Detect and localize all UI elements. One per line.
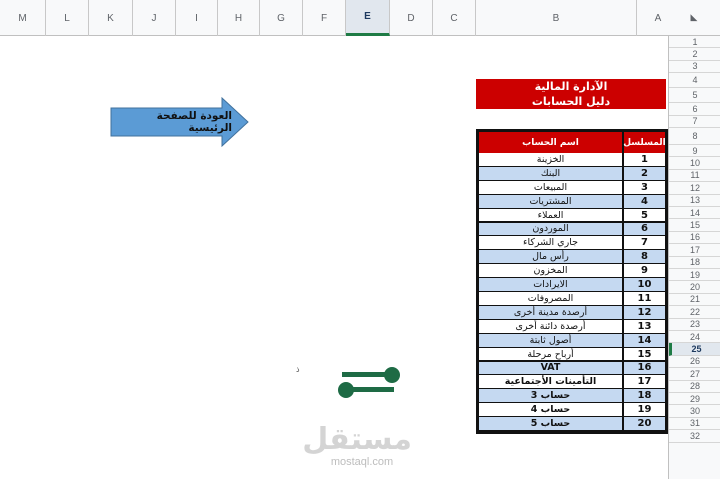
account-number-cell[interactable]: 1 xyxy=(624,153,665,166)
row-header-20[interactable]: 20 xyxy=(669,281,720,293)
row-header-13[interactable]: 13 xyxy=(669,195,720,207)
account-name-cell[interactable]: الايرادات xyxy=(479,278,624,291)
row-header-32[interactable]: 32 xyxy=(669,430,720,442)
table-row[interactable] xyxy=(479,306,665,319)
account-number-cell[interactable]: 9 xyxy=(624,264,665,277)
account-name-cell[interactable]: رأس مال xyxy=(479,250,624,263)
row-header-bar xyxy=(668,36,720,479)
watermark-url: mostaql.com xyxy=(330,456,394,468)
table-row[interactable] xyxy=(479,153,665,166)
account-number-cell[interactable]: 17 xyxy=(624,375,665,388)
account-name-cell[interactable]: VAT xyxy=(479,362,624,375)
row-header-30[interactable]: 30 xyxy=(669,405,720,417)
column-header-m[interactable]: M xyxy=(0,0,46,36)
column-header-e[interactable]: E xyxy=(346,0,390,36)
column-header-b[interactable]: B xyxy=(476,0,637,36)
row-header-9[interactable]: 9 xyxy=(669,145,720,157)
account-number-cell[interactable]: 8 xyxy=(624,250,665,263)
table-header-row xyxy=(479,132,665,153)
account-number-cell[interactable]: 4 xyxy=(624,195,665,208)
row-header-25[interactable]: 25 xyxy=(669,343,720,355)
account-name-cell[interactable]: المخزون xyxy=(479,264,624,277)
column-header-d[interactable]: D xyxy=(390,0,433,36)
row-header-7[interactable]: 7 xyxy=(669,116,720,128)
table-row[interactable] xyxy=(479,209,665,222)
header-serial: المسلسل xyxy=(624,132,665,153)
row-header-3[interactable]: 3 xyxy=(669,61,720,73)
account-number-cell[interactable]: 16 xyxy=(624,362,665,375)
row-header-12[interactable]: 12 xyxy=(669,182,720,194)
row-header-16[interactable]: 16 xyxy=(669,232,720,244)
account-number-cell[interactable]: 20 xyxy=(624,417,665,430)
row-header-18[interactable]: 18 xyxy=(669,257,720,269)
column-header-f[interactable]: F xyxy=(303,0,346,36)
table-row[interactable] xyxy=(479,320,665,333)
row-header-17[interactable]: 17 xyxy=(669,244,720,256)
table-row[interactable] xyxy=(479,195,665,208)
column-header-bar xyxy=(0,0,720,36)
row-header-21[interactable]: 21 xyxy=(669,294,720,306)
table-row[interactable] xyxy=(479,292,665,305)
row-header-1[interactable]: 1 xyxy=(669,36,720,48)
select-all-corner[interactable]: ◣ xyxy=(668,0,720,36)
account-name-cell[interactable]: حساب 5 xyxy=(479,417,624,430)
table-row[interactable] xyxy=(479,362,665,375)
account-name-cell[interactable]: المشتريات xyxy=(479,195,624,208)
account-number-cell[interactable]: 10 xyxy=(624,278,665,291)
row-header-22[interactable]: 22 xyxy=(669,306,720,318)
back-to-home-button[interactable] xyxy=(110,97,250,147)
title-line-1: الآدارة المالية xyxy=(476,79,666,94)
column-header-c[interactable]: C xyxy=(433,0,476,36)
column-header-k[interactable]: K xyxy=(89,0,133,36)
mostaql-logo-icon xyxy=(312,366,412,426)
account-number-cell[interactable]: 14 xyxy=(624,334,665,347)
account-name-cell[interactable]: المبيعات xyxy=(479,181,624,194)
account-number-cell[interactable]: 12 xyxy=(624,306,665,319)
account-number-cell[interactable]: 13 xyxy=(624,320,665,333)
row-header-5[interactable]: 5 xyxy=(669,88,720,103)
row-header-6[interactable]: 6 xyxy=(669,103,720,115)
row-header-27[interactable]: 27 xyxy=(669,368,720,380)
account-name-cell[interactable]: البنك xyxy=(479,167,624,180)
row-header-19[interactable]: 19 xyxy=(669,269,720,281)
table-row[interactable] xyxy=(479,167,665,180)
account-number-cell[interactable]: 3 xyxy=(624,181,665,194)
account-number-cell[interactable]: 19 xyxy=(624,403,665,416)
row-header-29[interactable]: 29 xyxy=(669,393,720,405)
account-name-cell[interactable]: أصول ثابتة xyxy=(479,334,624,347)
account-number-cell[interactable]: 2 xyxy=(624,167,665,180)
watermark-text: مستقل xyxy=(302,422,412,457)
account-number-cell[interactable]: 11 xyxy=(624,292,665,305)
table-row[interactable] xyxy=(479,417,665,430)
table-row[interactable] xyxy=(479,250,665,263)
row-header-28[interactable]: 28 xyxy=(669,381,720,393)
accounts-table xyxy=(476,129,668,434)
title-line-2: دليل الحسابات xyxy=(476,94,666,109)
account-number-cell[interactable]: 5 xyxy=(624,209,665,222)
table-row[interactable] xyxy=(479,389,665,402)
column-header-i[interactable]: I xyxy=(176,0,218,36)
account-number-cell[interactable]: 7 xyxy=(624,236,665,249)
table-row[interactable] xyxy=(479,223,665,236)
account-number-cell[interactable]: 6 xyxy=(624,223,665,236)
row-header-31[interactable]: 31 xyxy=(669,418,720,430)
account-name-cell[interactable]: جاري الشركاء xyxy=(479,236,624,249)
table-row[interactable] xyxy=(479,181,665,194)
stray-character: ذ xyxy=(296,365,300,374)
account-name-cell[interactable]: التأمينات الأجتماعية xyxy=(479,375,624,388)
account-number-cell[interactable]: 18 xyxy=(624,389,665,402)
header-account-name: اسم الحساب xyxy=(479,132,624,153)
account-name-cell[interactable]: العملاء xyxy=(479,209,624,222)
row-header-26[interactable]: 26 xyxy=(669,356,720,368)
account-name-cell[interactable]: أرصدة دائنة أخرى xyxy=(479,320,624,333)
row-header-2[interactable]: 2 xyxy=(669,48,720,60)
table-row[interactable] xyxy=(479,375,665,388)
account-name-cell[interactable]: الموردون xyxy=(479,223,624,236)
account-name-cell[interactable]: المصروفات xyxy=(479,292,624,305)
row-header-24[interactable]: 24 xyxy=(669,331,720,343)
account-name-cell[interactable]: أرباح مرحلة xyxy=(479,348,624,361)
table-row[interactable] xyxy=(479,334,665,347)
mostaql-watermark xyxy=(302,366,412,472)
row-header-14[interactable]: 14 xyxy=(669,207,720,219)
table-row[interactable] xyxy=(479,348,665,361)
row-header-8[interactable]: 8 xyxy=(669,128,720,145)
row-header-11[interactable]: 11 xyxy=(669,170,720,182)
column-header-a[interactable]: A xyxy=(637,0,680,36)
account-name-cell[interactable]: الخزينة xyxy=(479,153,624,166)
column-header-j[interactable]: J xyxy=(133,0,176,36)
table-row[interactable] xyxy=(479,278,665,291)
table-row[interactable] xyxy=(479,264,665,277)
column-header-l[interactable]: L xyxy=(46,0,89,36)
column-header-g[interactable]: G xyxy=(260,0,303,36)
account-name-cell[interactable]: حساب 3 xyxy=(479,389,624,402)
back-button-label: العودة للصفحة الرئيسية xyxy=(156,110,232,134)
account-number-cell[interactable]: 15 xyxy=(624,348,665,361)
row-header-10[interactable]: 10 xyxy=(669,157,720,169)
column-header-h[interactable]: H xyxy=(218,0,260,36)
row-header-15[interactable]: 15 xyxy=(669,219,720,231)
row-header-4[interactable]: 4 xyxy=(669,73,720,88)
table-row[interactable] xyxy=(479,236,665,249)
table-row[interactable] xyxy=(479,403,665,416)
account-name-cell[interactable]: أرصدة مدينة أخرى xyxy=(479,306,624,319)
row-header-23[interactable]: 23 xyxy=(669,319,720,331)
account-name-cell[interactable]: حساب 4 xyxy=(479,403,624,416)
